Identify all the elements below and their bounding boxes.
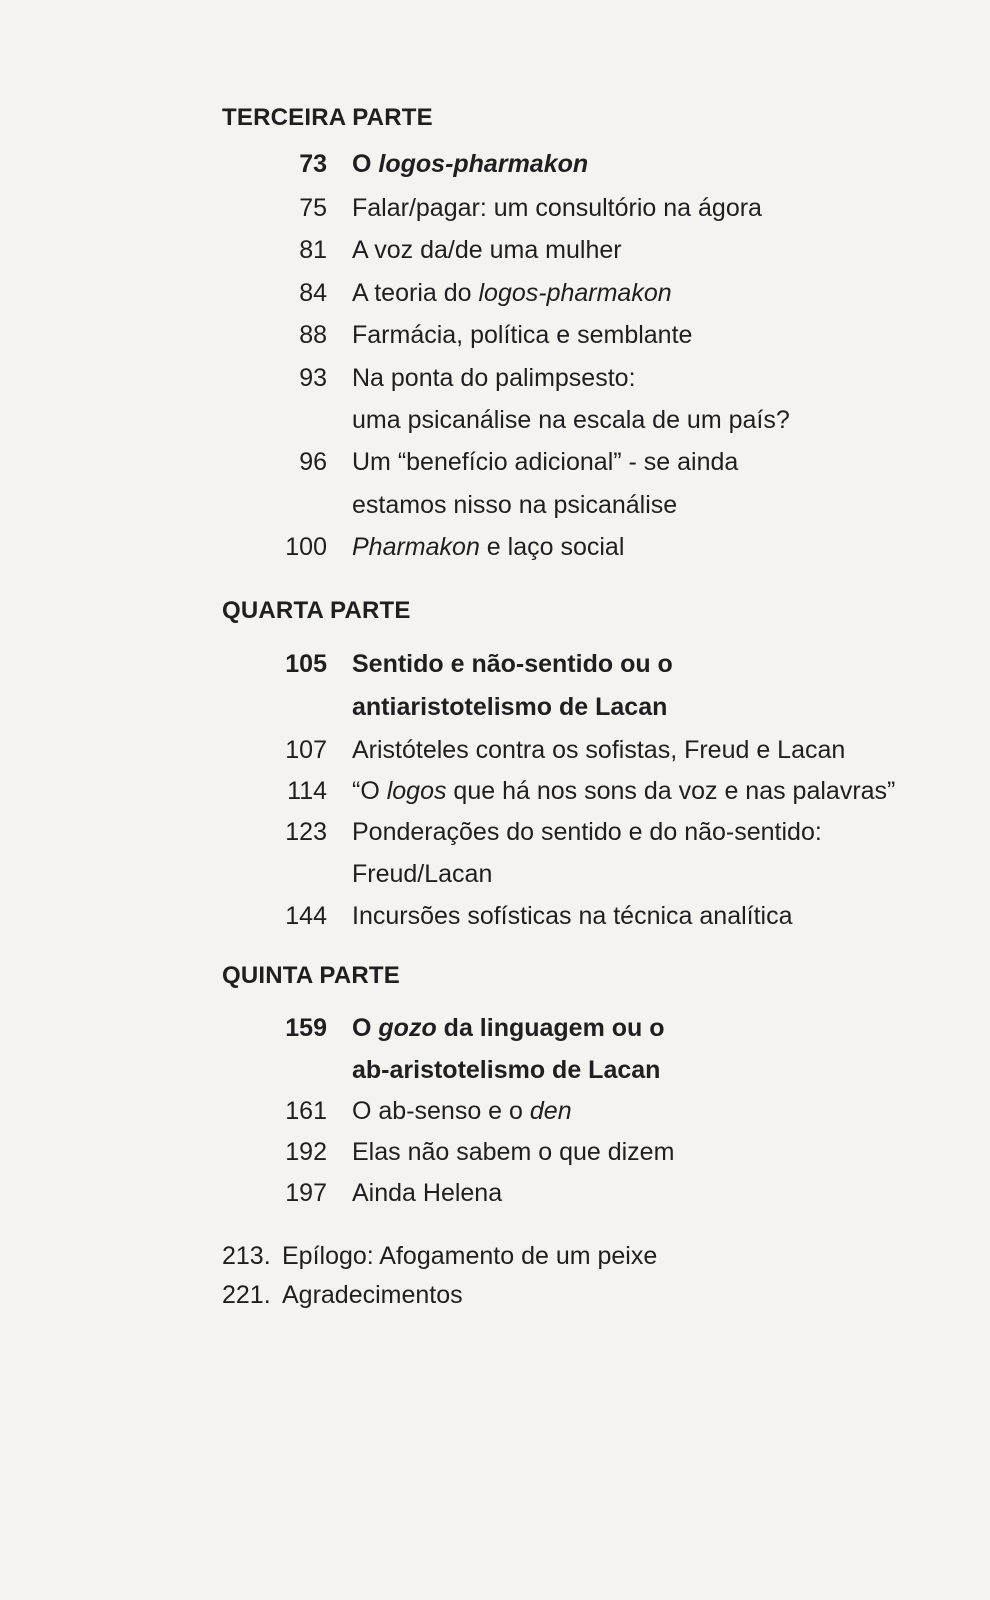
- section-title: TERCEIRA PARTE: [222, 104, 433, 131]
- italic-term: den: [529, 1097, 572, 1125]
- entry-title: Ponderações do sentido e do não-sentido:: [352, 818, 822, 846]
- page-number: 84: [299, 279, 327, 307]
- page-number: 114: [287, 777, 327, 805]
- page-number: 100: [285, 533, 327, 561]
- page-number: 88: [299, 321, 327, 349]
- entry-title: Epílogo: Afogamento de um peixe: [282, 1242, 658, 1270]
- page-number: 213.: [222, 1242, 271, 1270]
- page-number: 144: [285, 902, 327, 930]
- entry-title: “O logos que há nos sons da voz e nas palavras”: [352, 777, 896, 805]
- italic-term: gozo: [378, 1014, 437, 1042]
- entry-title: Na ponta do palimpsesto:: [352, 364, 636, 392]
- entry-title: Ainda Helena: [352, 1179, 503, 1207]
- page-number: 96: [299, 448, 327, 476]
- italic-term: logos-pharmakon: [478, 279, 672, 307]
- italic-term: logos: [386, 777, 447, 805]
- entry-title: Falar/pagar: um consultório na ágora: [352, 194, 762, 222]
- page-number: 73: [299, 150, 327, 178]
- entry-title: Pharmakon e laço social: [352, 533, 625, 561]
- entry-title: A teoria do logos-pharmakon: [352, 279, 672, 307]
- entry-title: O gozo da linguagem ou o: [352, 1014, 665, 1042]
- entry-title: uma psicanálise na escala de um país?: [352, 406, 790, 434]
- italic-term: Pharmakon: [352, 533, 480, 561]
- page-number: 107: [285, 736, 327, 764]
- page-number: 192: [285, 1138, 327, 1166]
- page-number: 161: [285, 1097, 327, 1125]
- entry-title: antiaristotelismo de Lacan: [352, 693, 668, 721]
- page-number: 123: [285, 818, 327, 846]
- entry-title: estamos nisso na psicanálise: [352, 491, 678, 519]
- page-number: 159: [285, 1014, 327, 1042]
- page-number: 221.: [222, 1281, 271, 1309]
- entry-title: Agradecimentos: [282, 1281, 463, 1309]
- page-number: 105: [285, 650, 327, 678]
- closing-entry: [222, 1236, 657, 1276]
- italic-term: logos-pharmakon: [378, 150, 589, 178]
- entry-title: ab-aristotelismo de Lacan: [352, 1056, 661, 1084]
- page-number: 75: [299, 194, 327, 222]
- entry-title: Um “benefício adicional” - se ainda: [352, 448, 739, 476]
- section-title: QUINTA PARTE: [222, 962, 400, 989]
- entry-title: Elas não sabem o que dizem: [352, 1138, 675, 1166]
- entry-title: Freud/Lacan: [352, 860, 493, 888]
- entry-title: A voz da/de uma mulher: [352, 236, 622, 264]
- entry-title: O logos-pharmakon: [352, 150, 589, 178]
- entry-title: Incursões sofísticas na técnica analítica: [352, 902, 793, 930]
- entry-title: O ab-senso e o den: [352, 1097, 572, 1125]
- page-number: 93: [299, 364, 327, 392]
- entry-title: Aristóteles contra os sofistas, Freud e Lacan: [352, 736, 846, 764]
- entry-title: Farmácia, política e semblante: [352, 321, 693, 349]
- section-title: QUARTA PARTE: [222, 597, 411, 624]
- page-number: 81: [299, 236, 327, 264]
- page-number: 197: [285, 1179, 327, 1207]
- entry-title: Sentido e não-sentido ou o: [352, 650, 673, 678]
- closing-entry: [222, 1275, 463, 1315]
